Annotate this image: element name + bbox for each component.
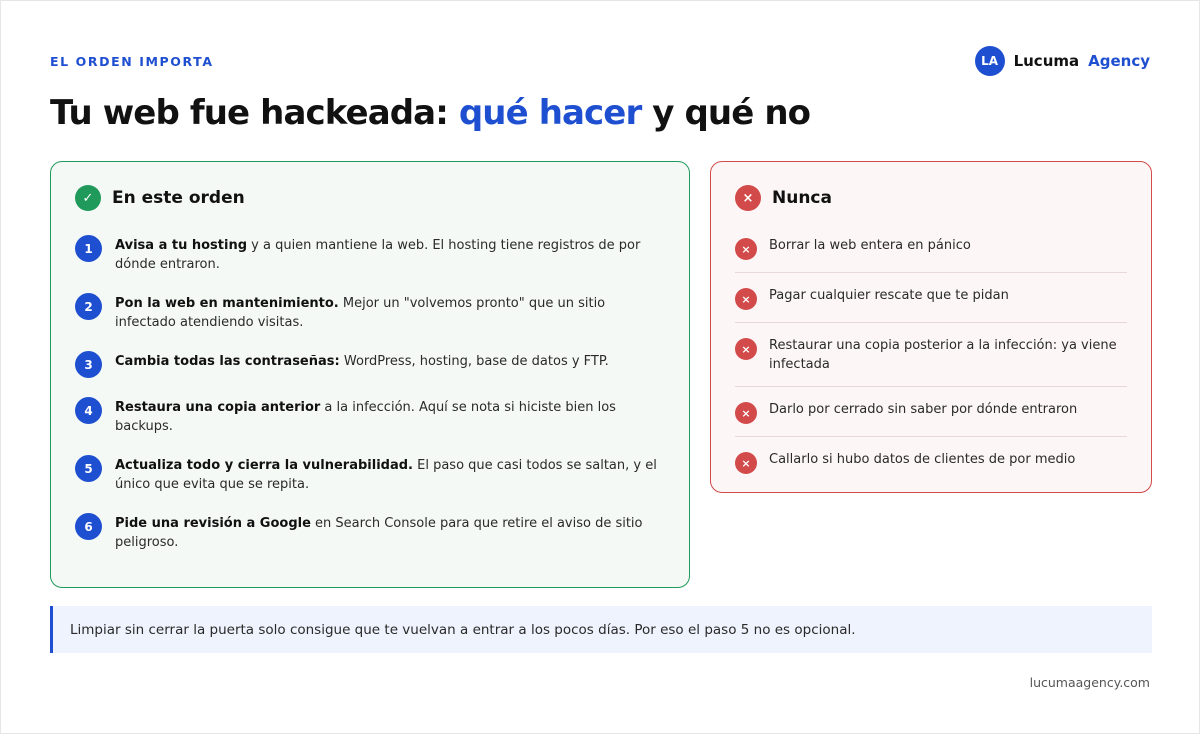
x-icon: ×: [735, 402, 757, 424]
step-detail: en Search Console para que retire el aviso de sitio peligroso.: [115, 516, 643, 550]
step-detail: a la infección. Aquí se nota si hiciste bien los backups.: [115, 400, 616, 434]
step-detail: WordPress, hosting, base de datos y FTP.: [339, 354, 609, 369]
never-text: Pagar cualquier rescate que te pidan: [769, 288, 1009, 303]
step-text: [115, 294, 665, 332]
step-number: 6: [75, 513, 102, 540]
never-text: Darlo por cerrado sin saber por dónde entraron: [769, 402, 1078, 417]
step-detail: Mejor un "volvemos pronto" que un sitio infectado atendiendo visitas.: [115, 296, 606, 330]
close-icon: ×: [735, 185, 761, 211]
never-item: [735, 273, 1127, 323]
title-part-2: y qué no: [641, 93, 811, 133]
step-bold: Pon la web en mantenimiento.: [115, 296, 339, 311]
dont-card-header: [735, 186, 1127, 210]
check-icon: ✓: [75, 185, 101, 211]
step-item: [75, 456, 665, 494]
never-text: Callarlo si hubo datos de clientes de por medio: [769, 452, 1076, 467]
step-bold: Restaura una copia anterior: [115, 400, 321, 415]
title-highlight: qué hacer: [458, 93, 642, 133]
do-card: [50, 161, 690, 588]
step-detail: El paso que casi todos se saltan, y el único que evita que se repita.: [115, 458, 657, 492]
step-item: [75, 294, 665, 332]
brand-accent: Agency: [1088, 52, 1150, 70]
step-number: 4: [75, 397, 102, 424]
x-icon: ×: [735, 452, 757, 474]
never-item: [735, 437, 1127, 486]
footer-link[interactable]: lucumaagency.com: [1029, 675, 1150, 690]
never-text: Restaurar una copia posterior a la infección: ya viene infectada: [769, 338, 1117, 372]
step-detail: y a quien mantiene la web. El hosting tiene registros de por dónde entraron.: [115, 238, 641, 272]
x-icon: ×: [735, 288, 757, 310]
step-text: [115, 398, 665, 436]
do-card-header: [75, 186, 665, 210]
dont-card-title: Nunca: [772, 188, 832, 208]
step-number: 3: [75, 351, 102, 378]
kicker-label: EL ORDEN IMPORTA: [50, 54, 214, 69]
step-number: 5: [75, 455, 102, 482]
step-item: [75, 514, 665, 552]
dont-card: [710, 161, 1152, 493]
page-title: [50, 93, 810, 133]
step-bold: Cambia todas las contraseñas:: [115, 354, 340, 369]
step-item: [75, 352, 665, 378]
never-item: [735, 323, 1127, 387]
step-text: [115, 236, 665, 274]
step-text: [115, 514, 665, 552]
brand[interactable]: [975, 46, 1150, 76]
step-number: 2: [75, 293, 102, 320]
title-part-1: Tu web fue hackeada:: [50, 93, 459, 133]
step-item: [75, 236, 665, 274]
step-number: 1: [75, 235, 102, 262]
callout-note: Limpiar sin cerrar la puerta solo consigue que te vuelvan a entrar a los pocos días. Por eso el paso 5 no es opcional.: [50, 606, 1152, 653]
brand-logo: LA: [975, 46, 1005, 76]
step-text: [115, 456, 665, 494]
do-card-title: En este orden: [112, 188, 245, 208]
step-item: [75, 398, 665, 436]
x-icon: ×: [735, 238, 757, 260]
never-list: [735, 236, 1127, 486]
step-bold: Pide una revisión a Google: [115, 516, 311, 531]
step-bold: Actualiza todo y cierra la vulnerabilidad.: [115, 458, 413, 473]
x-icon: ×: [735, 338, 757, 360]
never-item: [735, 387, 1127, 437]
step-text: [115, 352, 609, 371]
step-bold: Avisa a tu hosting: [115, 238, 248, 253]
never-text: Borrar la web entera en pánico: [769, 238, 971, 253]
brand-name: Lucuma: [1013, 52, 1080, 70]
never-item: [735, 236, 1127, 273]
